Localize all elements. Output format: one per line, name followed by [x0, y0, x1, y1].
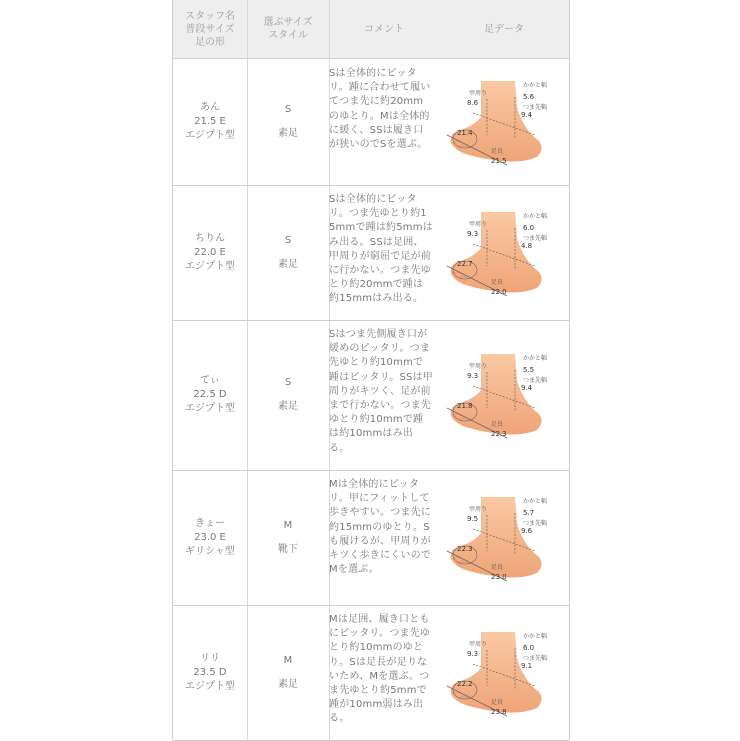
length-value: 21.5 — [491, 157, 507, 165]
comment-text: Mは足囲、履き口ともにピッタリ。つま先ゆとり約10mmのゆとり。Sは足長が足りないため、Mを選ぶ。つま先ゆとり約5mmで踵が10mm弱はみ出る。 — [329, 614, 431, 725]
foot-diagram — [443, 493, 553, 583]
header-comment: コメント — [364, 23, 404, 35]
staff-cell — [173, 470, 247, 605]
usual-size: 22.5 D — [193, 389, 227, 400]
staff-name: あん — [200, 102, 220, 113]
staff-name: ちりん — [195, 232, 225, 244]
foot-data-cell — [443, 77, 553, 167]
instep-value: 9.3 — [467, 650, 479, 658]
width-value: 21.4 — [457, 129, 473, 137]
toe-value: 9.4 — [521, 384, 533, 392]
heel-label: かかと幅 — [523, 213, 548, 220]
foot-diagram — [443, 350, 553, 440]
pick-cell — [247, 185, 329, 320]
width-value: 22.2 — [457, 680, 473, 688]
length-value: 23.0 — [491, 573, 507, 581]
style: 素足 — [278, 128, 298, 139]
staff-cell — [173, 185, 247, 320]
comment-text: Mは全体的にピッタリ。甲にフィットして歩きやすい。つま先に約15mmのゆとり。Sも履けるが、甲周りがキツく歩きにくいのでMを選ぶ。 — [329, 479, 431, 576]
length-value: 22.3 — [491, 430, 507, 438]
size-table — [172, 0, 570, 740]
table-row — [173, 470, 569, 606]
toe-label: つま先幅 — [523, 104, 548, 111]
picked-size: M — [283, 519, 293, 531]
header-size: 選ぶサイズ スタイル — [263, 17, 313, 41]
comment-text: Sは全体的にピッタリ。つま先ゆとり約15mmで踵は約5mmはみ出る。SSは足囲、甲周りが窮屈で足が前に行かない。つま先ゆとり約20mmで踵は約15mmはみ出る。 — [329, 194, 433, 305]
instep-label: 甲周り — [469, 363, 488, 370]
heel-value: 6.0 — [523, 644, 535, 652]
staff-name: リリ — [200, 652, 220, 664]
width-value: 21.8 — [457, 402, 473, 410]
ankle-label: 足長 — [491, 279, 504, 286]
toe-label: つま先幅 — [523, 655, 548, 662]
header-foot-data: 足データ — [484, 23, 524, 35]
staff-name: てぃ — [200, 375, 220, 386]
heel-label: かかと幅 — [523, 633, 548, 640]
staff-cell — [173, 59, 247, 185]
heel-label: かかと幅 — [523, 355, 548, 362]
instep-label: 甲周り — [469, 506, 488, 513]
ankle-label: 足長 — [491, 421, 504, 428]
style: 素足 — [278, 258, 298, 270]
ankle-label: 足長 — [491, 148, 504, 155]
table-row — [173, 605, 569, 741]
comment-text: Sはつま先側履き口が緩めのピッタリ。つま先ゆとり約10mmで踵はピッタリ。SSは甲周りがキツく、足が前まで行かない。つま先ゆとり約10mmで踵は約10mmはみ出る。 — [329, 329, 433, 454]
staff-cell — [173, 320, 247, 470]
toe-label: つま先幅 — [523, 377, 548, 384]
foot-diagram — [443, 77, 553, 167]
foot-shape-type: ギリシャ型 — [185, 545, 235, 557]
width-value: 22.3 — [457, 545, 473, 553]
picked-size: M — [283, 654, 293, 666]
heel-value: 5.6 — [523, 93, 535, 101]
usual-size: 23.5 D — [193, 666, 227, 678]
toe-value: 9.1 — [521, 662, 533, 670]
length-value: 23.8 — [491, 708, 507, 716]
pick-cell — [247, 470, 329, 605]
foot-data-cell — [443, 628, 553, 718]
heel-label: かかと幅 — [523, 82, 548, 89]
foot-shape-type: エジプト型 — [185, 130, 235, 141]
toe-value: 9.4 — [521, 111, 533, 119]
style: 素足 — [278, 678, 298, 690]
style: 素足 — [278, 401, 298, 412]
comment-text: Sは全体的にピッタリ。踵に合わせて履いてつま先に約20mmのゆとり。Mは全体的に緩く、SSは履き口が狭いのでSを選ぶ。 — [329, 68, 431, 151]
heel-value: 5.7 — [523, 509, 535, 517]
instep-value: 8.6 — [467, 99, 479, 107]
length-value: 22.0 — [491, 288, 507, 296]
table-header — [173, 0, 569, 59]
foot-diagram — [443, 208, 553, 298]
instep-value: 9.3 — [467, 230, 479, 238]
picked-size: S — [284, 234, 292, 246]
table-row — [173, 59, 569, 186]
ankle-label: 足長 — [491, 699, 504, 706]
instep-value: 9.5 — [467, 515, 479, 523]
toe-label: つま先幅 — [523, 235, 548, 242]
pick-cell — [247, 320, 329, 470]
foot-shape-type: エジプト型 — [185, 403, 235, 414]
width-value: 22.7 — [457, 260, 473, 268]
table-row — [173, 320, 569, 471]
instep-label: 甲周り — [469, 90, 488, 97]
foot-shape-type: エジプト型 — [185, 260, 235, 272]
instep-label: 甲周り — [469, 641, 488, 648]
foot-data-cell — [443, 350, 553, 440]
instep-label: 甲周り — [469, 221, 488, 228]
staff-cell — [173, 605, 247, 740]
style: 靴下 — [278, 543, 298, 555]
toe-value: 9.6 — [521, 527, 533, 535]
toe-label: つま先幅 — [523, 520, 548, 527]
toe-value: 4.8 — [521, 242, 533, 250]
header-staff: スタッフ名 普段サイズ 足の形 — [185, 10, 235, 48]
instep-value: 9.3 — [467, 372, 479, 380]
ankle-label: 足長 — [491, 564, 504, 571]
heel-value: 6.0 — [523, 224, 535, 232]
usual-size: 21.5 E — [194, 116, 226, 127]
table-row — [173, 185, 569, 321]
heel-value: 5.5 — [523, 366, 535, 374]
foot-shape-type: エジプト型 — [185, 680, 235, 692]
usual-size: 23.0 E — [194, 531, 226, 543]
staff-name: きょー — [195, 517, 225, 529]
pick-cell — [247, 605, 329, 740]
picked-size: S — [284, 104, 292, 115]
heel-label: かかと幅 — [523, 498, 548, 505]
picked-size: S — [284, 377, 292, 388]
foot-diagram — [443, 628, 553, 718]
pick-cell — [247, 59, 329, 185]
foot-data-cell — [443, 208, 553, 298]
foot-data-cell — [443, 493, 553, 583]
usual-size: 22.0 E — [194, 246, 226, 258]
